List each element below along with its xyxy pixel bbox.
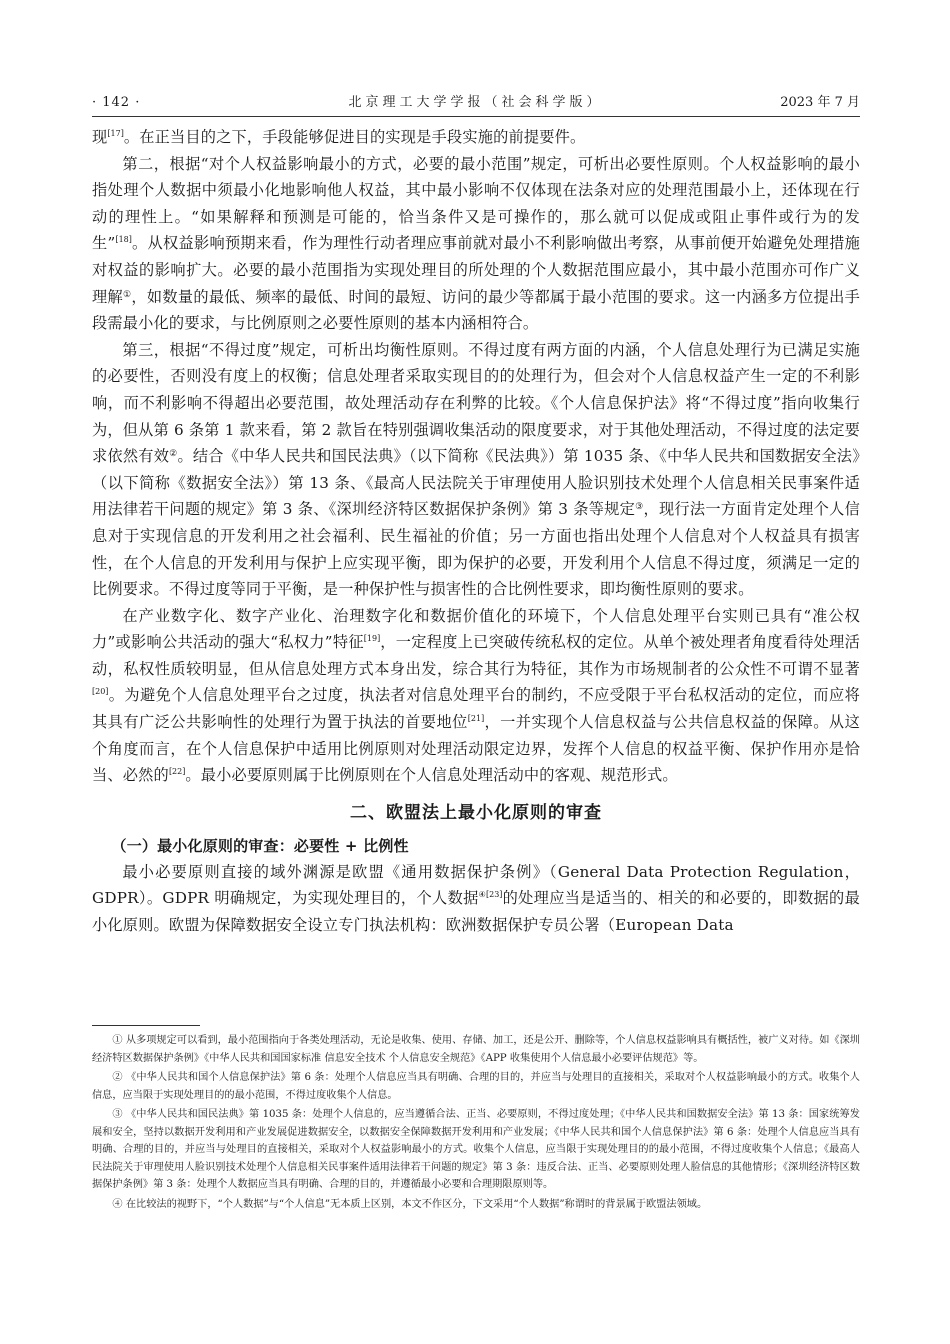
- paragraph-gdpr: 最小必要原则直接的域外渊源是欧盟《通用数据保护条例》（General Data Protection Regulation，GDPR）。GDPR 明确规定，为实现处理目的，个人数据$^{④[23]}$的处理应当是适当的、相关的和必要的，即数据的最小化原则。欧盟为保障数据安全设立专门执法机构：欧洲数据保护专员公署（European Data: [92, 862, 860, 935]
- footnote-4: ④ 在比较法的视野下，“个人数据”与“个人信息”无本质上区别，本文不作区分，下文采用“个人数据”称谓时的背景属于欧盟法领域。: [112, 1198, 708, 1210]
- footnote-2: ② 《中华人民共和国个人信息保护法》第 6 条：处理个人信息应当具有明确、合理的目的，并应当与处理目的直接相关，采取对个人权益影响最小的方式。收集个人信息，应当限于实现处理目的的最小范围，不得过度收集个人信息。: [92, 1072, 860, 1101]
- running-header: [92, 92, 860, 114]
- footnote-1: ① 从多项规定可以看到，最小范围指向于各类处理活动，无论是收集、使用、存储、加工，还是公开、删除等，个人信息权益影响具有概括性，被广义对待。如《深圳经济特区数据保护条例》《中华人民共和国国家标准 信息安全技术 个人信息安全规范》《APP 收集使用个人信息最小必要评估规范》等。: [92, 1035, 860, 1064]
- journal-title: 北京理工大学学报（社会科学版）: [348, 95, 604, 110]
- citation-ref[interactable]: [19]: [363, 634, 381, 644]
- citation-ref[interactable]: [22]: [168, 767, 186, 777]
- footnote-mark[interactable]: ①: [123, 289, 132, 300]
- footnote-mark[interactable]: ③: [635, 502, 644, 513]
- citation-ref[interactable]: [20]: [92, 687, 109, 697]
- paragraph-balance: 第三，根据“不得过度”规定，可析出均衡性原则。不得过度有两方面的内涵，个人信息处理行为已满足实施的必要性，否则没有度上的权衡；信息处理者采取实现目的的处理行为，但会对个人信息权益产生一定的不利影响，而不利影响不得超出必要范围，故处理活动存在利弊的比较。《个人信息保护法》将“不得过度”指向收集行为，但从第 6 条第 1 款来看，第 2 款旨在特别强调收集活动的限度要求，对于其他处理活动，不得过度的法定要求依然有效②。结合《中华人民共和国民法典》（以下简称《民法典》）第 1035 条、《中华人民共和国数据安全法》（以下简称《数据安全法》）第 13 条、《最高人民法院关于审理使用人脸识别技术处理个人信息相关民事案件适用法律若干问题的规定》第 3 条、《深圳经济特区数据保护条例》第 3 条等规定③，现行法一方面肯定处理个人信息对于实现信息的开发利用之社会福利、民生福祉的价值；另一方面也指出处理个人信息对个人权益具有损害性，在个人信息的开发利用与保护上应实现平衡，即为保护的必要，开发利用个人信息不得过度，须满足一定的比例要求。不得过度等同于平衡，是一种保护性与损害性的合比例性要求，即均衡性原则的要求。: [92, 340, 860, 599]
- article-body: [92, 124, 860, 939]
- citation-ref[interactable]: [18]: [115, 235, 132, 245]
- footnote-mark[interactable]: ②: [169, 449, 178, 460]
- citation-ref[interactable]: [21]: [467, 714, 485, 724]
- header-rule: [92, 116, 860, 117]
- citation-ref[interactable]: ④[23]: [478, 890, 503, 900]
- footnote-rule: [92, 1025, 200, 1026]
- page-number: · 142 ·: [92, 95, 141, 110]
- footnotes: [92, 1032, 860, 1215]
- subsection-heading: （一）最小化原则的审查：必要性 + 比例性: [111, 836, 409, 855]
- paragraph-continuation: 现[17]。在正当目的之下，手段能够促进目的实现是手段实施的前提要件。: [92, 128, 586, 146]
- citation-ref[interactable]: [17]: [107, 129, 124, 138]
- paragraph-platform: 在产业数字化、数字产业化、治理数字化和数据价值化的环境下，个人信息处理平台实则已具有“准公权力”或影响公共活动的强大“私权力”特征[19]，一定程度上已突破传统私权的定位。从单个被处理者角度看待处理活动，私权性质较明显，但从信息处理方式本身出发，综合其行为特征，其作为市场规制者的公众性不可谓不显著[20]。为避免个人信息处理平台之过度，执法者对信息处理平台的制约，不应受限于平台私权活动的定位，而应将其具有广泛公共影响性的处理行为置于执法的首要地位[21]，一并实现个人信息权益与公共信息权益的保障。从这个角度而言，在个人信息保护中适用比例原则对处理活动限定边界，发挥个人信息的权益平衡、保护作用亦是恰当、必然的[22]。最小必要原则属于比例原则在个人信息处理活动中的客观、规范形式。: [92, 606, 861, 785]
- issue-date: 2023 年 7 月: [780, 95, 860, 110]
- footnote-3: ③ 《中华人民共和国民法典》第 1035 条：处理个人信息的，应当遵循合法、正当、必要原则，不得过度处理；《中华人民共和国数据安全法》第 13 条：国家统筹发展和安全，坚持以数据开发利用和产业发展促进数据安全，以数据安全保障数据开发利用和产业发展；《中华人民共和国个人信息保护法》第 6 条：处理个人信息应当具有明确、合理的目的，并应当与处理目的直接相关，采取对个人权益影响最小的方式。收集个人信息，应当限于实现处理目的的最小范围，不得过度收集个人信息；《最高人民法院关于审理使用人脸识别技术处理个人信息相关民事案件适用法律若干问题的规定》第 3 条：违反合法、正当、必要原则处理人脸信息的其他情形；《深圳经济特区数据保护条例》第 3 条：处理个人数据应当具有明确、合理的目的，并遵循最小必要和合理期限原则等。: [92, 1109, 860, 1190]
- paragraph-necessity: 第二，根据“对个人权益影响最小的方式，必要的最小范围”规定，可析出必要性原则。个人权益影响的最小指处理个人数据中须最小化地影响他人权益，其中最小影响不仅体现在法条对应的处理范围最小上，还体现在行动的理性上。“如果解释和预测是可能的，恰当条件又是可操作的，那么就可以促成或阻止事件或行为的发生”[18]。从权益影响预期来看，作为理性行动者理应事前就对最小不利影响做出考察，从事前便开始避免处理措施对权益的影响扩大。必要的最小范围指为实现处理目的所处理的个人数据范围应最小，其中最小范围亦可作广义理解①，如数量的最低、频率的最低、时间的最短、访问的最少等都属于最小范围的要求。这一内涵多方位提出手段需最小化的要求，与比例原则之必要性原则的基本内涵相符合。: [92, 154, 860, 333]
- section-heading: 二、欧盟法上最小化原则的审查: [350, 802, 602, 823]
